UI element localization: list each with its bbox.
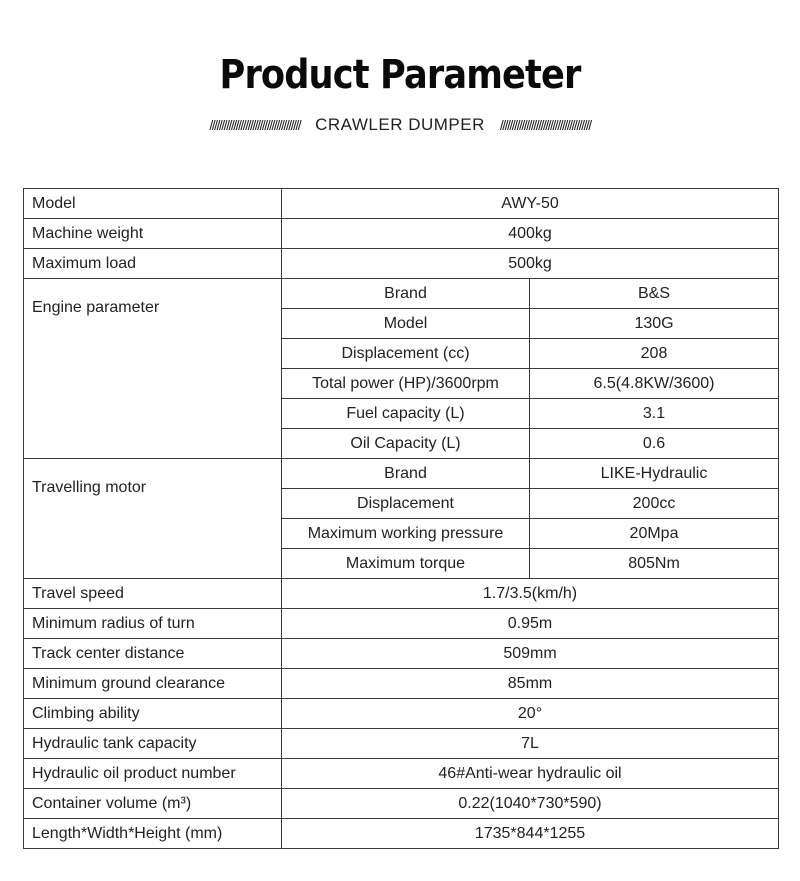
sub-param-value: 6.5(4.8KW/3600) bbox=[530, 369, 779, 399]
decorative-slashes-left: ////////////////////////////////////// bbox=[209, 117, 301, 133]
param-label: Length*Width*Height (mm) bbox=[24, 819, 282, 849]
table-row bbox=[24, 729, 779, 759]
table-row bbox=[24, 579, 779, 609]
table-row bbox=[24, 219, 779, 249]
sub-param-value: 130G bbox=[530, 309, 779, 339]
param-label: Maximum load bbox=[24, 249, 282, 279]
table-row bbox=[24, 789, 779, 819]
sub-param-value: 20Mpa bbox=[530, 519, 779, 549]
sub-param-value: B&S bbox=[530, 279, 779, 309]
sub-param-label: Displacement (cc) bbox=[282, 339, 530, 369]
param-value: 1735*844*1255 bbox=[282, 819, 779, 849]
sub-param-label: Maximum working pressure bbox=[282, 519, 530, 549]
sub-param-label: Oil Capacity (L) bbox=[282, 429, 530, 459]
sub-param-label: Fuel capacity (L) bbox=[282, 399, 530, 429]
param-value: 85mm bbox=[282, 669, 779, 699]
table-row bbox=[24, 699, 779, 729]
table-row bbox=[24, 249, 779, 279]
param-label: Climbing ability bbox=[24, 699, 282, 729]
product-subtitle: CRAWLER DUMPER bbox=[315, 115, 485, 134]
param-label: Hydraulic tank capacity bbox=[24, 729, 282, 759]
param-label: Model bbox=[24, 189, 282, 219]
sub-param-label: Total power (HP)/3600rpm bbox=[282, 369, 530, 399]
param-value: 509mm bbox=[282, 639, 779, 669]
parameter-table bbox=[23, 188, 779, 849]
param-value: 500kg bbox=[282, 249, 779, 279]
sub-param-value: 200cc bbox=[530, 489, 779, 519]
sub-param-value: 3.1 bbox=[530, 399, 779, 429]
sub-param-value: 805Nm bbox=[530, 549, 779, 579]
table-row bbox=[24, 459, 779, 489]
param-value: 7L bbox=[282, 729, 779, 759]
param-label: Travel speed bbox=[24, 579, 282, 609]
param-label: Minimum radius of turn bbox=[24, 609, 282, 639]
param-label: Machine weight bbox=[24, 219, 282, 249]
table-row bbox=[24, 189, 779, 219]
param-value: 0.22(1040*730*590) bbox=[282, 789, 779, 819]
page-title: Product Parameter bbox=[219, 52, 581, 98]
sub-param-label: Brand bbox=[282, 459, 530, 489]
param-label: Container volume (m³) bbox=[24, 789, 282, 819]
sub-param-value: LIKE-Hydraulic bbox=[530, 459, 779, 489]
param-value: AWY-50 bbox=[282, 189, 779, 219]
sub-param-label: Maximum torque bbox=[282, 549, 530, 579]
decorative-slashes-right: ////////////////////////////////////// bbox=[499, 117, 591, 133]
param-label: Minimum ground clearance bbox=[24, 669, 282, 699]
table-row bbox=[24, 819, 779, 849]
sub-param-label: Brand bbox=[282, 279, 530, 309]
sub-param-value: 0.6 bbox=[530, 429, 779, 459]
param-label: Hydraulic oil product number bbox=[24, 759, 282, 789]
param-value: 46#Anti-wear hydraulic oil bbox=[282, 759, 779, 789]
group-label-engine: Engine parameter bbox=[24, 279, 282, 459]
subtitle-line bbox=[0, 115, 800, 135]
group-label-motor: Travelling motor bbox=[24, 459, 282, 579]
sub-param-value: 208 bbox=[530, 339, 779, 369]
param-value: 400kg bbox=[282, 219, 779, 249]
param-label: Track center distance bbox=[24, 639, 282, 669]
param-value: 20° bbox=[282, 699, 779, 729]
table-row bbox=[24, 669, 779, 699]
param-value: 0.95m bbox=[282, 609, 779, 639]
table-row bbox=[24, 639, 779, 669]
sub-param-label: Model bbox=[282, 309, 530, 339]
sub-param-label: Displacement bbox=[282, 489, 530, 519]
table-row bbox=[24, 279, 779, 309]
table-row bbox=[24, 609, 779, 639]
table-row bbox=[24, 759, 779, 789]
param-value: 1.7/3.5(km/h) bbox=[282, 579, 779, 609]
